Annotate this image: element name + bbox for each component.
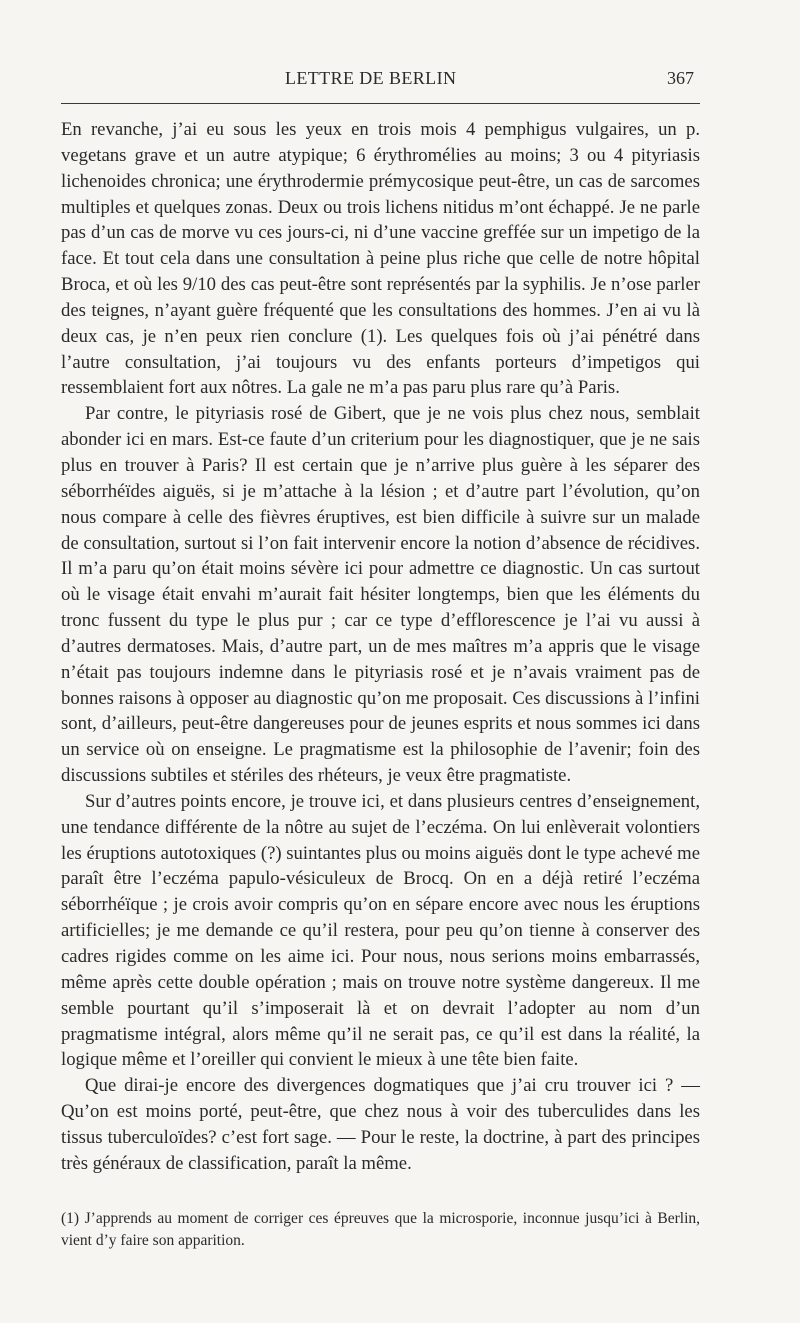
paragraph-4: Que dirai-je encore des divergences dogmatiques que j’ai cru trouver ici ? — Qu’on est moins porté, peut-être, que chez nous à voir des tuberculides dans les tissus tuberculoïdes? c’est fort sage. — Pour le reste, la doctrine, à part des principes très généraux de classification, paraît la même. [61,1075,700,1174]
page-number: 367 [667,68,694,88]
paragraph-1: En revanche, j’ai eu sous les yeux en trois mois 4 pemphigus vulgaires, un p. vegetans grave et un autre atypique; 6 érythromélies au moins; 3 ou 4 pityriasis lichenoides chronica; une érythrodermie prémycosique peut-être, un cas de sarcomes multiples et quelques zonas. Deux ou trois lichens nitidus m’ont échappé. Je ne parle pas d’un cas de morve vu ces jours-ci, ni d’une vaccine greffée sur un impetigo de la face. Et tout cela dans une consultation à peine plus riche que celle de notre hôpital Broca, et où les 9/10 des cas peut-être sont représentés par la syphilis. Je n’ose parler des teignes, n’ayant guère fréquenté que les consultations des hommes. J’en ai vu là deux cas, je n’en peux rien conclure (1). Les quelques fois où j’ai pénétré dans l’autre consultation, j’ai toujours vu des enfants porteurs d’impetigos qui ressemblaient fort aux nôtres. La gale ne m’a pas paru plus rare qu’à Paris. [61,119,700,399]
body-text [61,117,700,1177]
book-page [61,0,700,1323]
footnote: (1) J’apprends au moment de corriger ces épreuves que la microsporie, inconnue jusqu’ici à Berlin, vient d’y faire son apparition. [61,1210,700,1249]
running-title: LETTRE DE BERLIN [285,68,457,88]
paragraph-2: Par contre, le pityriasis rosé de Gibert, que je ne vois plus chez nous, semblait abonder ici en mars. Est-ce faute d’un criterium pour les diagnostiquer, que je ne sais plus en trouver à Paris? Il est certain que je n’arrive plus guère à les séparer des séborrhéïdes aiguës, si je m’attache à la lésion ; et d’autre part l’évolution, qu’on nous compare à celle des fièvres éruptives, est bien difficile à suivre sur un malade de consultation, surtout si l’on fait intervenir encore la notion d’absence de récidives. Il m’a paru qu’on était moins sévère ici pour admettre ce diagnostic. Un cas surtout où le visage était envahi m’aurait fait hésiter longtemps, bien que les éléments du tronc fussent du type le plus pur ; car ce type d’efflorescence je l’ai vu aussi à d’autres dermatoses. Mais, d’autre part, un de mes maîtres m’a appris que le visage n’était pas toujours indemne dans le pityriasis rosé et je n’avais vraiment pas de bonnes raisons à opposer au diagnostic qu’on me proposait. Ces discussions à l’infini sont, d’ailleurs, peut-être dangereuses pour de jeunes esprits et nous sommes ici dans un service où on enseigne. Le pragmatisme est la philosophie de l’avenir; foin des discussions subtiles et stériles des rhéteurs, je veux être pragmatiste. [61,403,700,787]
paragraph-3: Sur d’autres points encore, je trouve ici, et dans plusieurs centres d’enseignement, une tendance différente de la nôtre au sujet de l’eczéma. On lui enlèverait volontiers les éruptions autotoxiques (?) suintantes plus ou moins aiguës dont le type achevé me paraît être l’eczéma papulo-vésiculeux de Brocq. On en a déjà retiré l’eczéma séborrhéïque ; je crois avoir compris qu’on en sépare encore avec nous les éruptions artificielles; je me demande ce qu’il restera, pour peu qu’on tienne à conserver des cadres rigides comme on les aime ici. Pour nous, nous serions moins embarrassés, même après cette double opération ; mais on trouve notre système dangereux. Il me semble pourtant qu’il s’imposerait là et on devrait l’adopter au nom d’un pragmatisme intégral, alors même qu’il ne serait pas, ce qu’il est dans la réalité, la logique même et l’oreiller qui convient le mieux à une tête bien faite. [61,790,700,1071]
header-rule [61,103,700,104]
page-header [61,64,700,94]
